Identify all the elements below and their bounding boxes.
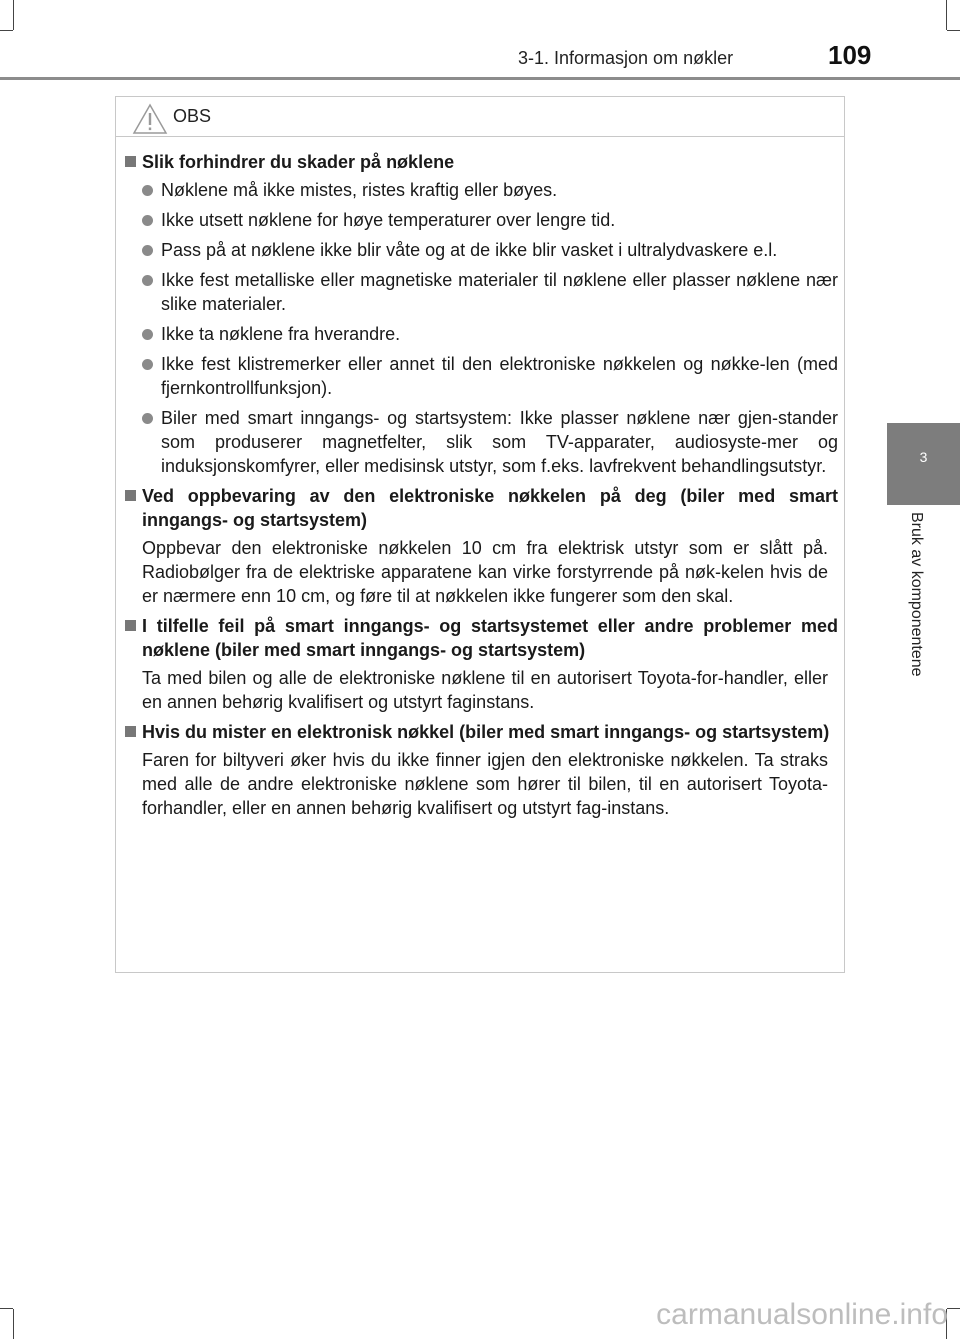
section-text: Faren for biltyveri øker hvis du ikke finner igjen den elektroniske nøkkelen. Ta straks med alle de andre elektroniske nøklene som hører til bilen, til en autorisert Toyota-forhandler, eller en annen behørig kvalifisert og utstyrt fag-instans. <box>142 750 828 818</box>
chapter-tab[interactable] <box>887 423 960 505</box>
bullet-dot-icon <box>142 245 153 256</box>
bullet-item: Ikke fest klistremerker eller annet til den elektroniske nøkkelen og nøkke-len (med fjernkontrollfunksjon). <box>124 352 838 400</box>
bullet-item: Nøklene må ikke mistes, ristes kraftig eller bøyes. <box>124 178 838 202</box>
section-text: Oppbevar den elektroniske nøkkelen 10 cm fra elektrisk utstyr som er slått på. Radiobølger fra de elektriske apparatene kan virke forstyrrende på nøk-kelen hvis de er nærmere enn 10 cm, og føre til at nøkkelen ikke fungerer som den skal. <box>142 538 828 606</box>
section-heading: I tilfelle feil på smart inngangs- og startsystemet eller andre problemer med nøklene (biler med smart inngangs- og startsystem) <box>124 614 838 662</box>
watermark: carmanualsonline.info <box>656 1298 948 1331</box>
caution-content <box>124 150 838 826</box>
caution-title: OBS <box>173 106 212 126</box>
square-bullet-icon <box>125 726 136 737</box>
section-text: Ta med bilen og alle de elektroniske nøklene til en autorisert Toyota-for-handler, eller en annen behørig kvalifisert og utstyrt faginstans. <box>142 668 828 712</box>
section-title: 3-1. Informasjon om nøkler <box>518 48 734 68</box>
square-bullet-icon <box>125 620 136 631</box>
bullet-dot-icon <box>142 359 153 370</box>
bullet-dot-icon <box>142 275 153 286</box>
bullet-dot-icon <box>142 215 153 226</box>
bullet-item: Pass på at nøklene ikke blir våte og at de ikke blir vasket i ultralydvaskere e.l. <box>124 238 838 262</box>
crop-mark <box>946 0 947 30</box>
crop-mark <box>0 30 13 31</box>
square-bullet-icon <box>125 156 136 167</box>
section-heading: Hvis du mister en elektronisk nøkkel (biler med smart inngangs- og startsystem) <box>124 720 838 744</box>
header-rule <box>0 77 960 80</box>
bullet-dot-icon <box>142 185 153 196</box>
square-bullet-icon <box>125 490 136 501</box>
bullet-item: Ikke utsett nøklene for høye temperaturer over lengre tid. <box>124 208 838 232</box>
chapter-number: 3 <box>919 449 928 465</box>
bullet-dot-icon <box>142 413 153 424</box>
crop-mark <box>13 0 14 30</box>
crop-mark <box>947 30 960 31</box>
caution-header <box>116 97 844 137</box>
bullet-item: Biler med smart inngangs- og startsystem: Ikke plasser nøklene nær gjen-stander som produserer magnetfelter, slik som TV-apparater, audiosyste-mer og induksjonskomfyrer, eller medisinsk utstyr, som f.eks. lavfrekvent behandlingsutstyr. <box>124 406 838 478</box>
section-heading: Ved oppbevaring av den elektroniske nøkkelen på deg (biler med smart inngangs- og startsystem) <box>124 484 838 532</box>
crop-mark <box>947 1308 960 1309</box>
page-number: 109 <box>828 40 872 70</box>
chapter-label: Bruk av komponentene <box>908 512 925 677</box>
bullet-item: Ikke ta nøklene fra hverandre. <box>124 322 838 346</box>
caution-box <box>115 96 845 973</box>
bullet-dot-icon <box>142 329 153 340</box>
crop-mark <box>13 1309 14 1339</box>
crop-mark <box>0 1308 13 1309</box>
section-heading: Slik forhindrer du skader på nøklene <box>124 150 838 174</box>
warning-triangle-icon <box>132 103 168 135</box>
bullet-item: Ikke fest metalliske eller magnetiske materialer til nøklene eller plasser nøklene nær slike materialer. <box>124 268 838 316</box>
